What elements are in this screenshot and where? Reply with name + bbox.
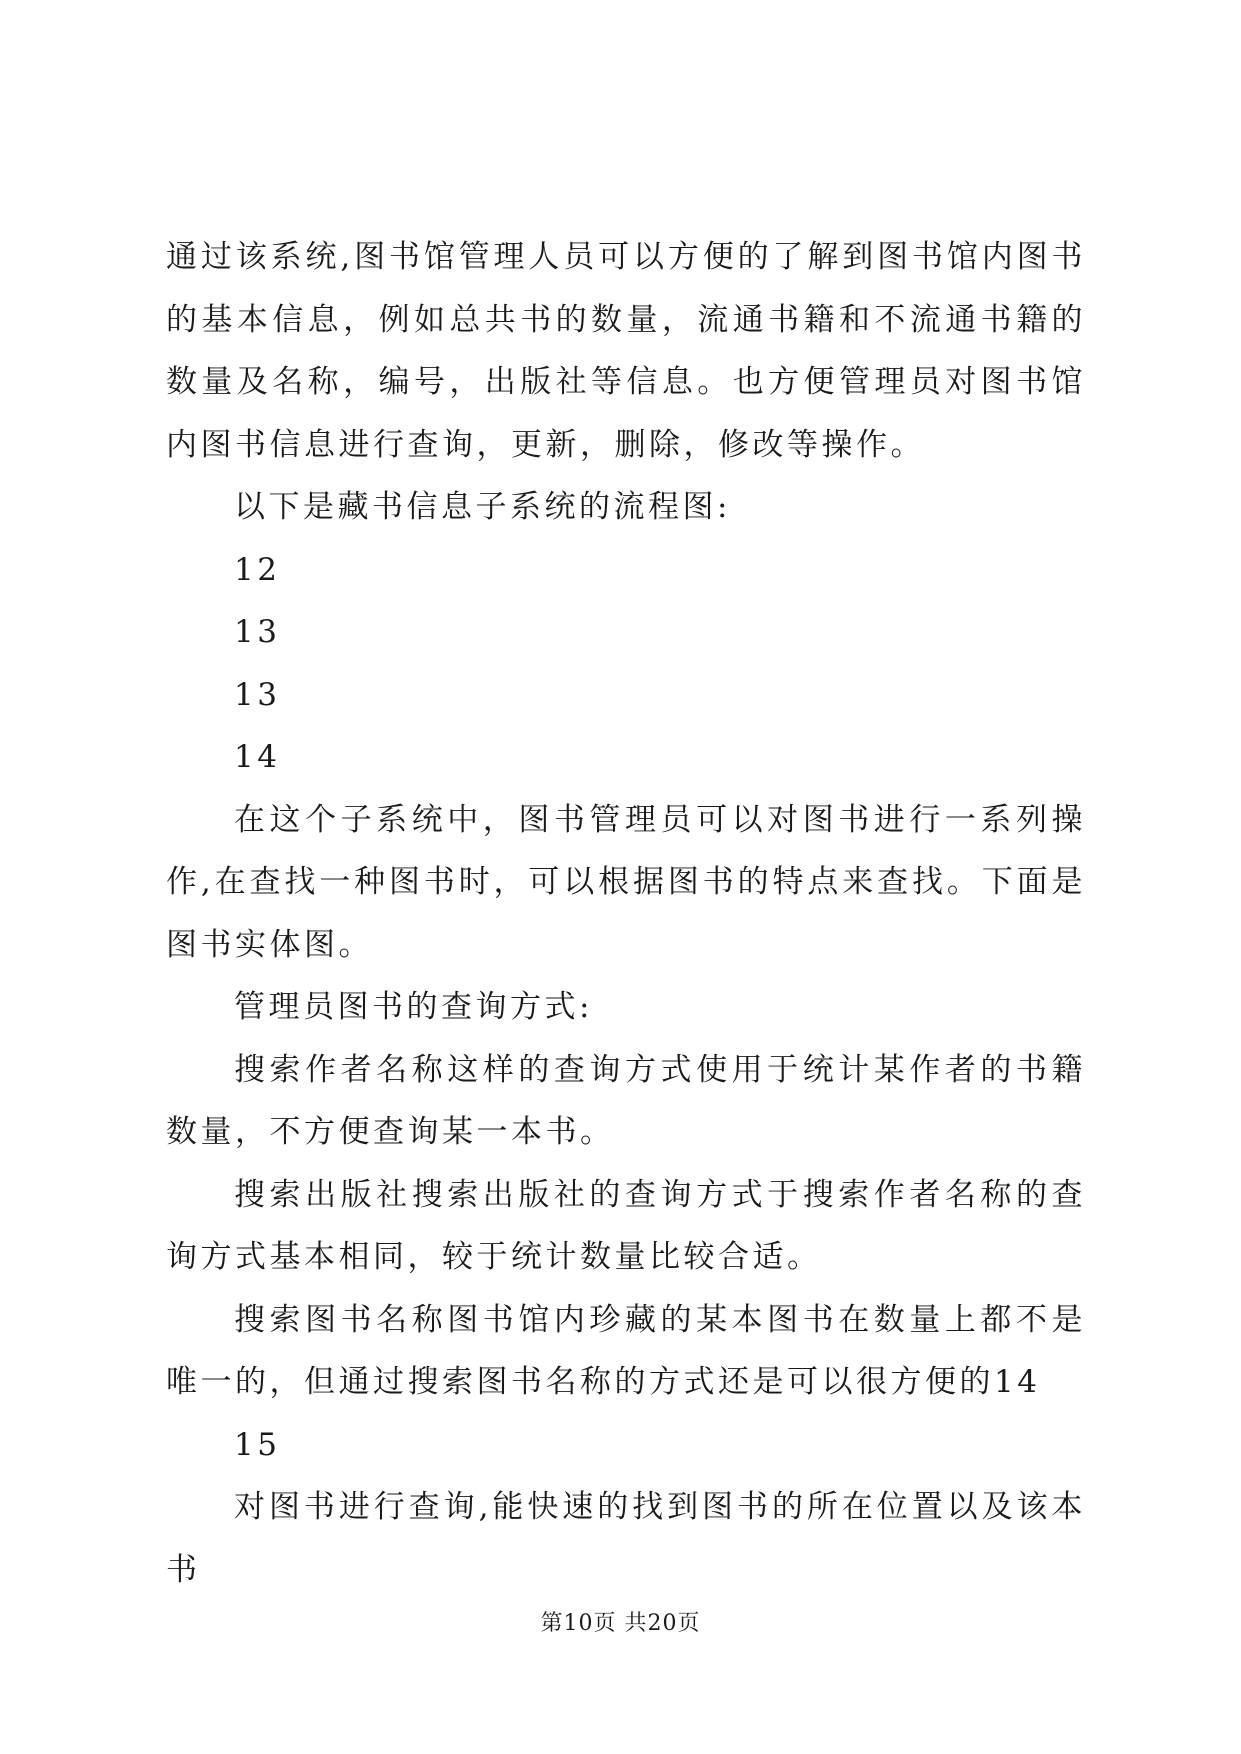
paragraph-page-ref: 15 — [234, 1426, 281, 1463]
paragraph-search-publisher: 搜索出版社搜索出版社的查询方式于搜索作者名称的查询方式基本相同，较于统计数量比较合适。 — [166, 1176, 1086, 1275]
paragraph-query-result: 对图书进行查询,能快速的找到图书的所在位置以及该本书 — [166, 1489, 1086, 1588]
paragraph-query-methods-heading: 管理员图书的查询方式: — [234, 989, 593, 1025]
document-body — [166, 226, 1086, 1601]
page-footer: 第10页 共20页 — [540, 1611, 701, 1636]
paragraph-search-author: 搜索作者名称这样的查询方式使用于统计某作者的书籍数量，不方便查询某一本书。 — [166, 1051, 1086, 1150]
paragraph-subsystem: 在这个子系统中，图书管理员可以对图书进行一系列操作,在查找一种图书时，可以根据图书的特点来查找。下面是图书实体图。 — [166, 801, 1086, 963]
paragraph-page-ref: 14 — [234, 739, 281, 775]
paragraph-page-ref: 12 — [234, 551, 281, 588]
paragraph-page-ref: 13 — [234, 676, 281, 713]
paragraph-intro: 通过该系统,图书馆管理人员可以方便的了解到图书馆内图书的基本信息，例如总共书的数量，流通书籍和不流通书籍的数量及名称，编号，出版社等信息。也方便管理员对图书馆内图书信息进行查询，更新，删除，修改等操作。 — [166, 239, 1086, 463]
paragraph-page-ref: 13 — [234, 614, 281, 650]
paragraph-search-title: 搜索图书名称图书馆内珍藏的某本图书在数量上都不是唯一的，但通过搜索图书名称的方式还是可以很方便的14 — [166, 1301, 1086, 1400]
paragraph-flowchart-intro: 以下是藏书信息子系统的流程图: — [234, 489, 731, 525]
